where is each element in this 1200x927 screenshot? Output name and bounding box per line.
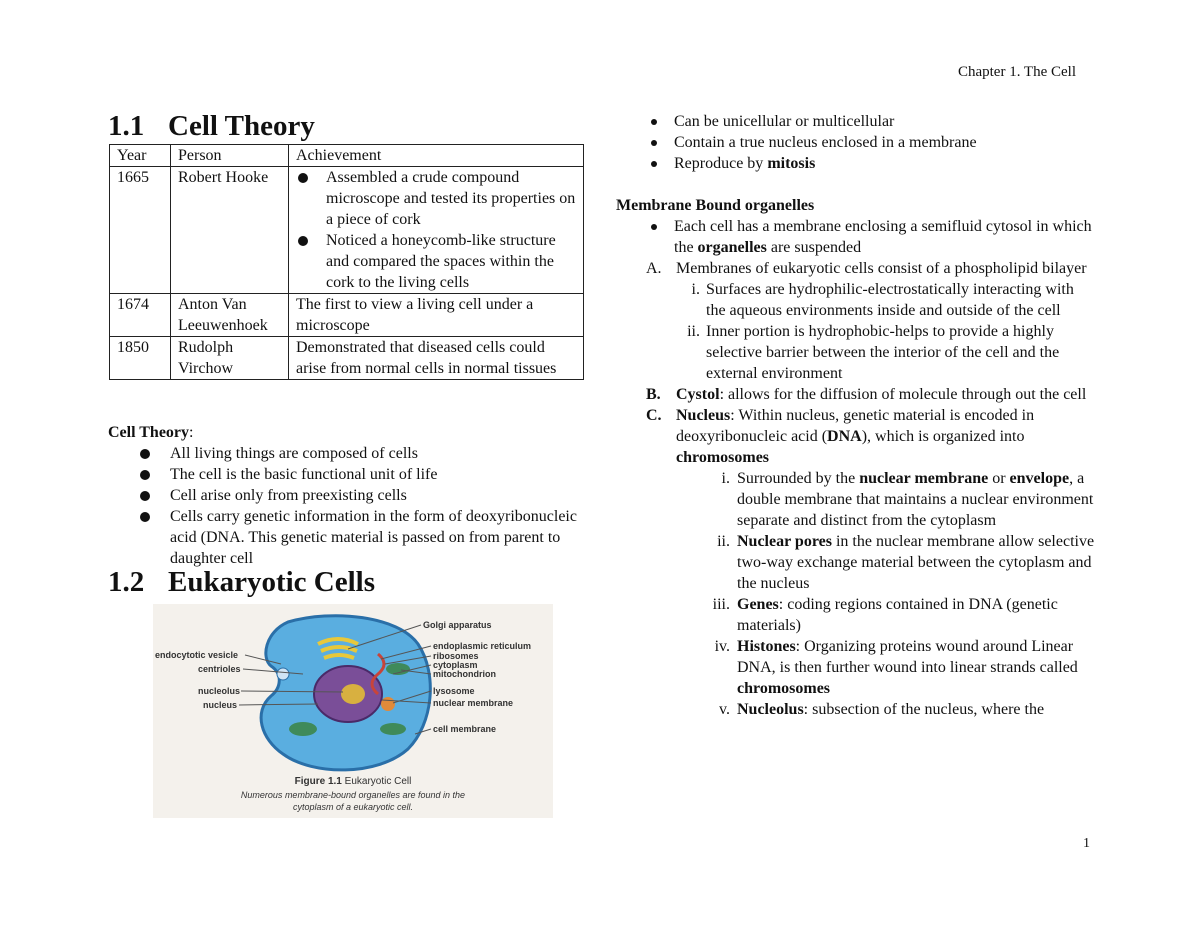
- outline-item-c-v: v. Nucleolus: subsection of the nucleus, where the: [719, 701, 1045, 718]
- nucleolus-shape: [341, 684, 365, 704]
- table-row: [110, 294, 584, 337]
- figure-label: nuclear membrane: [433, 698, 514, 708]
- outline-item-c-iv: iv. Histones: Organizing proteins wound around Linear DNA, is then further wound into linear strands called chromosomes: [714, 638, 1078, 697]
- table-row: [110, 167, 584, 294]
- achievement-cell: Demonstrated that diseased cells could arise from normal cells in normal tissues: [289, 337, 584, 380]
- list-item: Reproduce by mitosis: [616, 153, 1096, 174]
- section-title: Cell Theory: [168, 110, 315, 142]
- outline-item-a-ii: ii. Inner portion is hydrophobic-helps to provide a highly selective barrier between the interior of the cell and the external environment: [687, 323, 1060, 382]
- achievement-cell: The first to view a living cell under a microscope: [289, 294, 584, 337]
- figure-label: endoplasmic reticulum: [433, 641, 532, 651]
- section-number: 1.1: [108, 110, 145, 142]
- figure-label: cell membrane: [433, 724, 497, 734]
- cell-theory-label: Cell Theory:: [108, 424, 194, 441]
- cell-illustration: [261, 616, 430, 770]
- page-number: 1: [1083, 836, 1090, 851]
- list-item: Can be unicellular or multicellular: [616, 111, 1096, 132]
- achievement-bullet: Assembled a crude compound microscope and tested its properties on a piece of cork: [296, 167, 576, 230]
- outline-item-a: A. Membranes of eukaryotic cells consist of a phospholipid bilayer: [646, 260, 1087, 277]
- figure-label: nucleolus: [198, 686, 241, 696]
- caption-line: Numerous membrane-bound organelles are found in the: [240, 790, 466, 800]
- mitochondrion-shape: [289, 722, 317, 736]
- subsection-title: Membrane Bound organelles: [616, 197, 815, 214]
- svg-text:Figure 1.1 Eukaryotic Cell: [295, 776, 412, 787]
- list-item: Cells carry genetic information in the form of deoxyribonucleic acid (DNA. This genetic material is passed on from parent to daughter cell: [108, 506, 578, 569]
- achievement-bullet: Noticed a honeycomb-like structure and compared the spaces within the cork to the living cells: [296, 230, 576, 293]
- list-item: Cell arise only from preexisting cells: [108, 485, 578, 506]
- outline-item-c-i: i. Surrounded by the nuclear membrane or envelope, a double membrane that maintains a nuclear environment separate and distinct from the cytoplasm: [721, 470, 1094, 529]
- figure-name: Eukaryotic Cell: [344, 776, 412, 787]
- lysosome-shape: [381, 697, 395, 711]
- list-item: Each cell has a membrane enclosing a semifluid cytosol in which the organelles are suspended: [616, 216, 1096, 258]
- outline-item-a-i: i. Surfaces are hydrophilic-electrostatically interacting with the aqueous environments inside and outside of the cell: [691, 281, 1074, 319]
- cell-theory-table: [109, 144, 584, 380]
- vesicle-shape: [277, 668, 289, 680]
- outline-item-c-iii: iii. Genes: coding regions contained in DNA (genetic materials): [712, 596, 1058, 634]
- outline-item-b: B. Cystol: allows for the diffusion of molecule through out the cell: [646, 386, 1087, 403]
- year-cell: 1665: [110, 167, 171, 294]
- section-number: 1.2: [108, 566, 145, 598]
- mitochondrion-shape: [380, 723, 406, 735]
- list-item: Contain a true nucleus enclosed in a membrane: [616, 132, 1096, 153]
- figure-label: centrioles: [198, 664, 241, 674]
- section-heading-cell-theory: [108, 110, 315, 143]
- person-cell: Robert Hooke: [171, 167, 289, 294]
- outline-item-c: C. Nucleus: Within nucleus, genetic material is encoded in deoxyribonucleic acid (DNA), which is organized into chromosomes: [646, 407, 1035, 466]
- table-header-row: [110, 145, 584, 167]
- right-column: [616, 111, 1096, 720]
- table-row: [110, 337, 584, 380]
- person-cell: Anton Van Leeuwenhoek: [171, 294, 289, 337]
- figure-label: ribosomes: [433, 651, 479, 661]
- figure-label: nucleus: [203, 700, 238, 710]
- column-header: Person: [171, 145, 289, 167]
- achievement-cell: [289, 167, 584, 294]
- list-item: The cell is the basic functional unit of life: [108, 464, 578, 485]
- figure-label: Golgi apparatus: [423, 620, 492, 630]
- caption-line: cytoplasm of a eukaryotic cell.: [292, 802, 414, 812]
- year-cell: 1674: [110, 294, 171, 337]
- year-cell: 1850: [110, 337, 171, 380]
- person-cell: Rudolph Virchow: [171, 337, 289, 380]
- column-header: Year: [110, 145, 171, 167]
- chapter-header: Chapter 1. The Cell: [957, 64, 1076, 80]
- outline-item-c-ii: ii. Nuclear pores in the nuclear membrane allow selective two-way exchange material between the cytoplasm and the nucleus: [717, 533, 1095, 592]
- figure-label: lysosome: [433, 686, 475, 696]
- list-item: All living things are composed of cells: [108, 443, 578, 464]
- column-header: Achievement: [289, 145, 584, 167]
- section-title: Eukaryotic Cells: [168, 566, 376, 598]
- figure-number: Figure 1.1: [294, 776, 342, 787]
- cell-theory-list: [108, 422, 578, 569]
- eukaryotic-cell-figure: [153, 604, 553, 818]
- figure-label: cytoplasm: [433, 660, 478, 670]
- figure-label: endocytotic vesicle: [155, 650, 239, 660]
- section-heading-eukaryotic: [108, 566, 375, 599]
- figure-label: mitochondrion: [433, 669, 496, 679]
